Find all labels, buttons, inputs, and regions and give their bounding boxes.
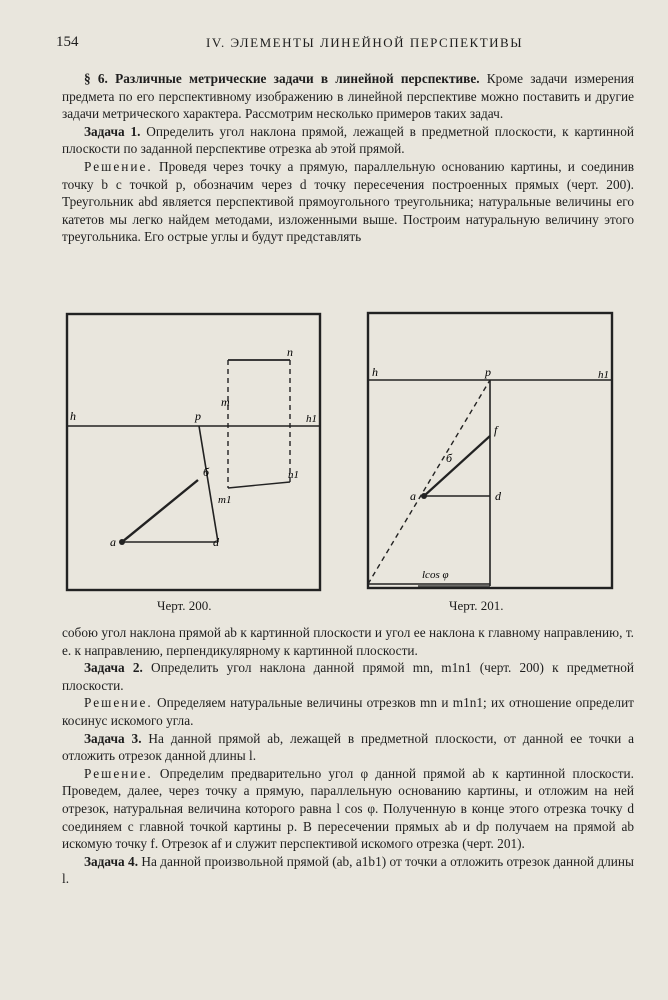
section-intro: Кроме задачи измерения предмета по его перспективному изображению в линейной перспективе можно поставить и другие задачи метрического характера. Рассмотрим несколько примеров таких задач. [62, 71, 634, 122]
task2-solution-label: Решение. [84, 695, 153, 711]
task1-solution-label: Решение. [84, 158, 153, 174]
fig200-label-n1: n1 [288, 469, 299, 481]
task1-continuation: собою угол наклона прямой ab к картинной плоскости и угол ее наклона к главному направлению, т. е. к направлению, перпендикулярному к картинной плоскости. [62, 625, 634, 658]
fig201-label-f: f [494, 423, 498, 437]
task3-solution-paragraph [62, 765, 634, 853]
running-title: IV. ЭЛЕМЕНТЫ ЛИНЕЙНОЙ ПЕРСПЕКТИВЫ [206, 35, 524, 50]
fig200-label-a: a [110, 535, 116, 549]
task3-label: Задача 3. [84, 730, 142, 746]
task3-solution: Определим предварительно угол φ данной прямой ab к картинной плоскости. Проведем, далее, через точку a прямую, параллельную основанию картины, и отложим на ней отрезок, натуральная величина которого равна l cos φ. Полученную в конце этого отрезка точку d соединяем с главной точкой картины p. В пересечении прямых ab и dp получаем на прямой ab искомую точку f. Отрезок af и служит перспективой искомого отрезка (черт. 201). [62, 765, 634, 852]
task2-paragraph [62, 659, 634, 694]
task1-text: Определить угол наклона прямой, лежащей в предметной плоскости, к картинной плоскости по заданной перспективе отрезка ab этой прямой. [62, 123, 634, 157]
fig200-caption: Черт. 200. [157, 598, 212, 613]
task2-solution: Определяем натуральные величины отрезков mn и m1n1; их отношение определит косинус искомого угла. [62, 695, 634, 728]
fig201-label-h: h [372, 365, 378, 379]
fig200-label-h: h [70, 409, 76, 423]
fig201-label-b: б [446, 451, 453, 465]
fig200-label-m1: m1 [218, 494, 232, 506]
fig201-label-d: d [495, 489, 501, 503]
task3-text: На данной прямой ab, лежащей в предметной плоскости, от данной ее точки a отложить отрезок данной длины l. [62, 730, 634, 764]
task4-text: На данной произвольной прямой (ab, a1b1) от точки a отложить отрезок данной длины l. [62, 853, 634, 887]
figure-201 [364, 310, 626, 600]
fig200-label-n: n [287, 345, 293, 359]
fig201-label-a: a [410, 489, 416, 503]
page-header [56, 34, 628, 56]
fig200-label-d: d [213, 535, 219, 549]
figure-200 [64, 312, 328, 598]
fig201-label-lcos: lcos φ [422, 569, 449, 581]
fig200-label-h1: h1 [306, 413, 317, 425]
task1-paragraph [62, 123, 634, 158]
task2-text: Определить угол наклона данной прямой mn, m1n1 (черт. 200) к предметной плоскости. [62, 660, 634, 693]
fig200-label-p: p [195, 409, 201, 423]
task4-paragraph [62, 853, 634, 888]
text-block-bottom [62, 624, 634, 888]
task1-solution: Проведя через точку a прямую, параллельную основанию картины, и соединив точку b с точкой p, обозначим через d точку пересечения построенных прямых (черт. 200). Треугольник abd является перспективой прямоугольного треугольника; натуральные величины его катетов мы легко найдем методами, изложенными выше. Построим натуральную величину этого треугольника. Его острые углы и будут представлять [62, 158, 634, 245]
fig201-label-h1: h1 [598, 369, 609, 381]
text-block-top [62, 70, 634, 246]
task3-paragraph [62, 730, 634, 765]
task3-solution-label: Решение. [84, 765, 153, 781]
task4-label: Задача 4. [84, 853, 139, 869]
fig201-label-p: p [485, 365, 491, 379]
page-number: 154 [56, 34, 79, 50]
section-paragraph [62, 70, 634, 123]
task2-label: Задача 2. [84, 660, 143, 676]
fig200-label-b: б [203, 465, 210, 479]
task1-label: Задача 1. [84, 123, 141, 139]
task2-solution-paragraph [62, 694, 634, 729]
task1-solution-paragraph [62, 158, 634, 246]
fig201-caption: Черт. 201. [449, 598, 504, 613]
fig200-label-m: m [221, 395, 230, 409]
section-heading: § 6. Различные метрические задачи в линейной перспективе. [84, 71, 480, 86]
